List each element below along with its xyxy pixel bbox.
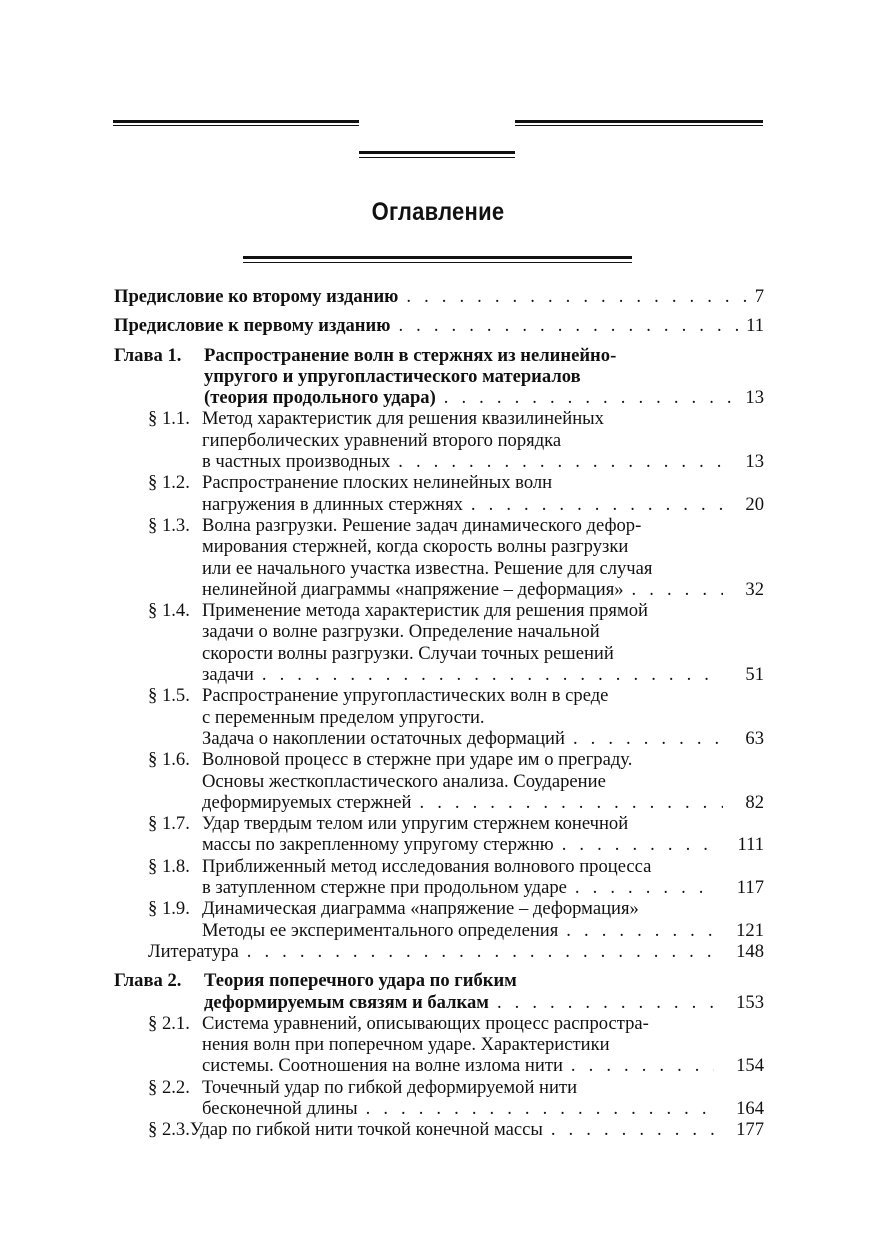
section-title-line: Применение метода характеристик для решения прямой [202,600,648,622]
page-number: 111 [737,834,764,856]
page-number: 164 [736,1097,764,1119]
leader-dots [247,941,714,962]
section-title-line: Метод характеристик для решения квазилинейных [202,408,604,430]
section-number: § 1.9. [148,898,190,920]
leader-dots [420,792,724,813]
toc-chapter-1[interactable] [114,345,764,409]
toc-section-1-6[interactable] [114,749,764,813]
leader-dots [562,834,716,855]
toc-entry-preface-first[interactable] [114,315,764,336]
page-title: Оглавление [371,198,505,226]
toc-section-1-4[interactable] [114,600,764,685]
section-title-line: в затупленном стержне при продольном ударе [202,877,567,899]
chapter-title-line: упругого и упругопластического материалов [204,365,581,387]
toc-section-1-2[interactable] [114,472,764,515]
section-title-line: с переменным пределом упругости. [202,706,485,728]
section-title-line: Динамическая диаграмма «напряжение – деформация» [202,898,639,920]
toc-literature-1[interactable] [114,941,764,962]
leader-dots [632,579,724,600]
section-number: § 1.2. [148,472,190,494]
entry-label: Литература [148,940,239,962]
leader-dots [366,1098,714,1119]
leader-dots [551,1119,714,1140]
toc-section-2-1[interactable] [114,1013,764,1077]
toc-section-1-8[interactable] [114,856,764,899]
chapter-prefix: Глава 2. [114,970,182,992]
chapter-prefix: Глава 1. [114,344,182,366]
table-of-contents [114,286,764,1141]
page-number: 51 [745,664,764,686]
section-title-line: нагружения в длинных стержнях [202,493,463,515]
page-number: 63 [745,727,764,749]
leader-dots [571,1055,714,1076]
leader-dots [406,286,750,307]
section-number: § 1.4. [148,600,190,622]
section-title-line: или ее начального участка известна. Решение для случая [202,557,653,579]
section-title-line: Распространение упругопластических волн в среде [202,685,609,707]
section-title-line: задачи о волне разгрузки. Определение начальной [202,621,600,643]
section-number: § 1.7. [148,813,190,835]
section-title-line: в частных производных [202,451,391,473]
section-title-line: массы по закрепленному упругому стержню [202,834,554,856]
section-number: § 1.3. [148,514,190,536]
section-title-line: Удар твердым телом или упругим стержнем конечной [202,813,629,835]
page-number: 32 [745,578,764,600]
page-number: 13 [745,387,764,409]
entry-label: Предисловие к первому изданию [114,315,391,337]
toc-entry-preface-second[interactable] [114,286,764,307]
section-title-line: деформируемых стержней [202,791,412,813]
section-title-line: Распространение плоских нелинейных волн [202,472,553,494]
page-number: 13 [745,451,764,473]
section-title-line: Методы ее экспериментального определения [202,919,559,941]
section-number: § 1.8. [148,855,190,877]
section-title-line: Система уравнений, описывающих процесс распростра- [202,1012,649,1034]
leader-dots [471,494,723,515]
toc-section-2-3[interactable] [114,1119,764,1140]
toc-chapter-2[interactable] [114,970,764,1013]
toc-section-1-9[interactable] [114,898,764,941]
header-rule-center-thick [359,151,515,154]
title-underline-thick [243,256,632,259]
page-number: 7 [754,286,764,307]
section-title-line: системы. Соотношения на волне излома нити [202,1055,563,1077]
page-number: 154 [736,1055,764,1077]
header-rule-left-thin [113,125,359,126]
toc-section-1-5[interactable] [114,685,764,749]
header-rule-left-thick [113,120,359,123]
chapter-title-line: Теория поперечного удара по гибким [204,970,517,992]
page-number: 121 [736,919,764,941]
section-title-line: нения волн при поперечном ударе. Характеристики [202,1034,610,1056]
toc-section-2-2[interactable] [114,1077,764,1120]
header-rule-right-thin [515,125,763,126]
section-number: § 1.1. [148,408,190,430]
section-number: § 2.1. [148,1012,190,1034]
section-title-line: Приближенный метод исследования волнового процесса [202,855,652,877]
section-title-line: мирования стержней, когда скорость волны разгрузки [202,536,629,558]
toc-section-1-1[interactable] [114,408,764,472]
section-title-line: скорости волны разгрузки. Случаи точных решений [202,642,614,664]
section-title-line: бесконечной длины [202,1097,358,1119]
leader-dots [575,877,715,898]
page-number: 11 [746,315,764,337]
section-number: § 1.5. [148,685,190,707]
chapter-title-line: (теория продольного удара) [204,387,436,409]
section-title-line: Задача о накоплении остаточных деформаций [202,727,565,749]
section-number: § 2.2. [148,1076,190,1098]
page-number: 82 [745,791,764,813]
section-title-line: Удар по гибкой нити точкой конечной массы [189,1119,543,1141]
section-title-line: Волна разгрузки. Решение задач динамического дефор- [202,514,642,536]
leader-dots [444,387,742,408]
page-number: 177 [736,1119,764,1141]
title-underline-thin [243,262,632,263]
chapter-title-line: Распространение волн в стержнях из нелинейно- [204,344,617,366]
page-number: 153 [736,991,764,1013]
toc-section-1-3[interactable] [114,515,764,600]
section-number: § 2.3. [148,1119,190,1141]
section-title-line: Основы жесткопластического анализа. Соударение [202,770,606,792]
section-title-line: нелинейной диаграммы «напряжение – деформация» [202,578,624,600]
leader-dots [262,664,724,685]
chapter-title-line: деформируемым связям и балкам [204,991,489,1013]
header-rule-center-thin [359,157,515,158]
page-number: 117 [736,877,764,899]
leader-dots [398,315,742,336]
page-number: 20 [745,493,764,515]
section-title-line: Точечный удар по гибкой деформируемой нити [202,1076,578,1098]
section-title-line: гиперболических уравнений второго порядка [202,429,562,451]
leader-dots [573,728,723,749]
leader-dots [566,920,714,941]
entry-label: Предисловие ко второму изданию [114,286,399,307]
section-title-line: Волновой процесс в стержне при ударе им о преграду. [202,749,633,771]
leader-dots [497,992,714,1013]
toc-section-1-7[interactable] [114,813,764,856]
leader-dots [398,451,723,472]
page-number: 148 [736,940,764,962]
section-title-line: задачи [202,664,254,686]
header-rule-right-thick [515,120,763,123]
section-number: § 1.6. [148,749,190,771]
